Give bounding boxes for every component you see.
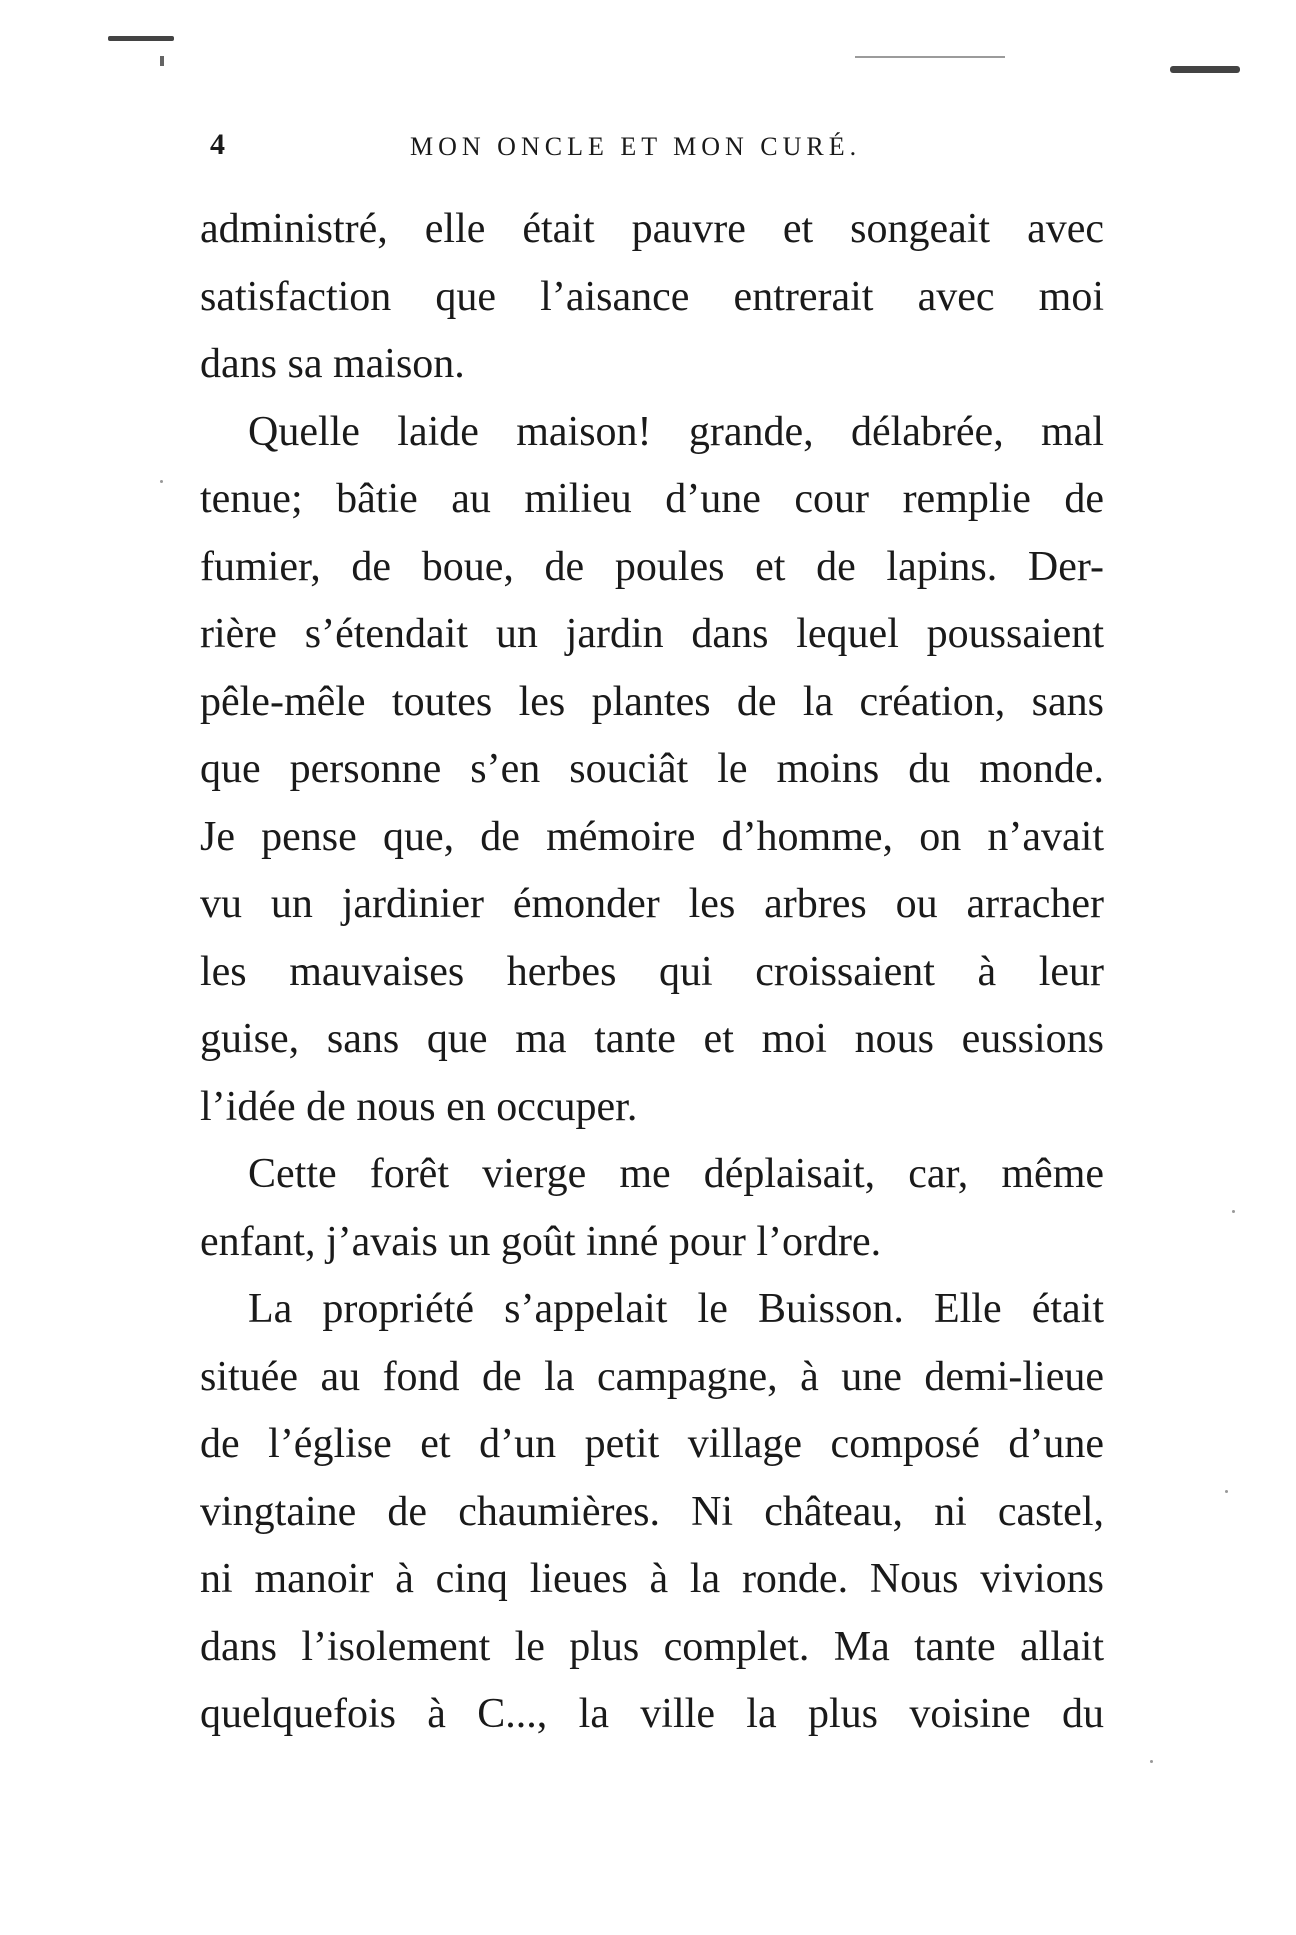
scan-smudge <box>1170 66 1240 73</box>
paragraph <box>200 196 1104 399</box>
text-line: administré, elle était pauvre et songeait avec <box>200 206 1104 252</box>
text-line: Je pense que, de mémoire d’homme, on n’avait <box>200 813 1104 860</box>
paragraph <box>200 399 1104 1142</box>
text-line: que personne s’en souciât le moins du monde. <box>200 746 1104 792</box>
scan-speck <box>1150 1760 1153 1763</box>
scan-smudge <box>160 56 164 66</box>
text-line: de l’église et d’un petit village composé d’une <box>200 1421 1104 1467</box>
scan-smudge <box>855 56 1005 58</box>
text-line: fumier, de boue, de poules et de lapins. Der- <box>200 543 1104 590</box>
text-line: pêle-mêle toutes les plantes de la création, sans <box>200 678 1104 725</box>
page-number: 4 <box>210 128 225 161</box>
text-line: vingtaine de chaumières. Ni château, ni castel, <box>200 1488 1104 1535</box>
paragraph <box>200 1276 1104 1749</box>
running-title: MON ONCLE ET MON CURÉ. <box>410 132 862 161</box>
scan-speck <box>160 480 163 483</box>
text-line: dans sa maison. <box>200 341 465 387</box>
text-line: Cette forêt vierge me déplaisait, car, même <box>248 1151 1104 1197</box>
paragraph <box>200 1141 1104 1276</box>
text-line: satisfaction que l’aisance entrerait avec moi <box>200 273 1104 320</box>
text-line: située au fond de la campagne, à une demi-lieue <box>200 1353 1104 1400</box>
text-line: quelquefois à C..., la ville la plus voisine du <box>200 1691 1104 1737</box>
running-head <box>200 128 1120 168</box>
scan-speck <box>1225 1490 1228 1493</box>
text-line: les mauvaises herbes qui croissaient à leur <box>200 948 1104 995</box>
text-line: La propriété s’appelait le Buisson. Elle était <box>248 1286 1104 1332</box>
text-line: guise, sans que ma tante et moi nous eussions <box>200 1016 1104 1062</box>
text-line: l’idée de nous en occuper. <box>200 1083 638 1130</box>
text-line: tenue; bâtie au milieu d’une cour remplie de <box>200 476 1104 522</box>
text-line: enfant, j’avais un goût inné pour l’ordre. <box>200 1218 882 1265</box>
text-line: rière s’étendait un jardin dans lequel poussaient <box>200 611 1104 657</box>
text-line: dans l’isolement le plus complet. Ma tante allait <box>200 1623 1104 1670</box>
text-line: ni manoir à cinq lieues à la ronde. Nous vivions <box>200 1556 1104 1602</box>
scan-smudge <box>108 36 174 41</box>
text-line: vu un jardinier émonder les arbres ou arracher <box>200 881 1104 927</box>
text-line: Quelle laide maison! grande, délabrée, mal <box>248 408 1104 455</box>
scan-speck <box>1232 1210 1235 1213</box>
body-text <box>200 196 1104 1749</box>
